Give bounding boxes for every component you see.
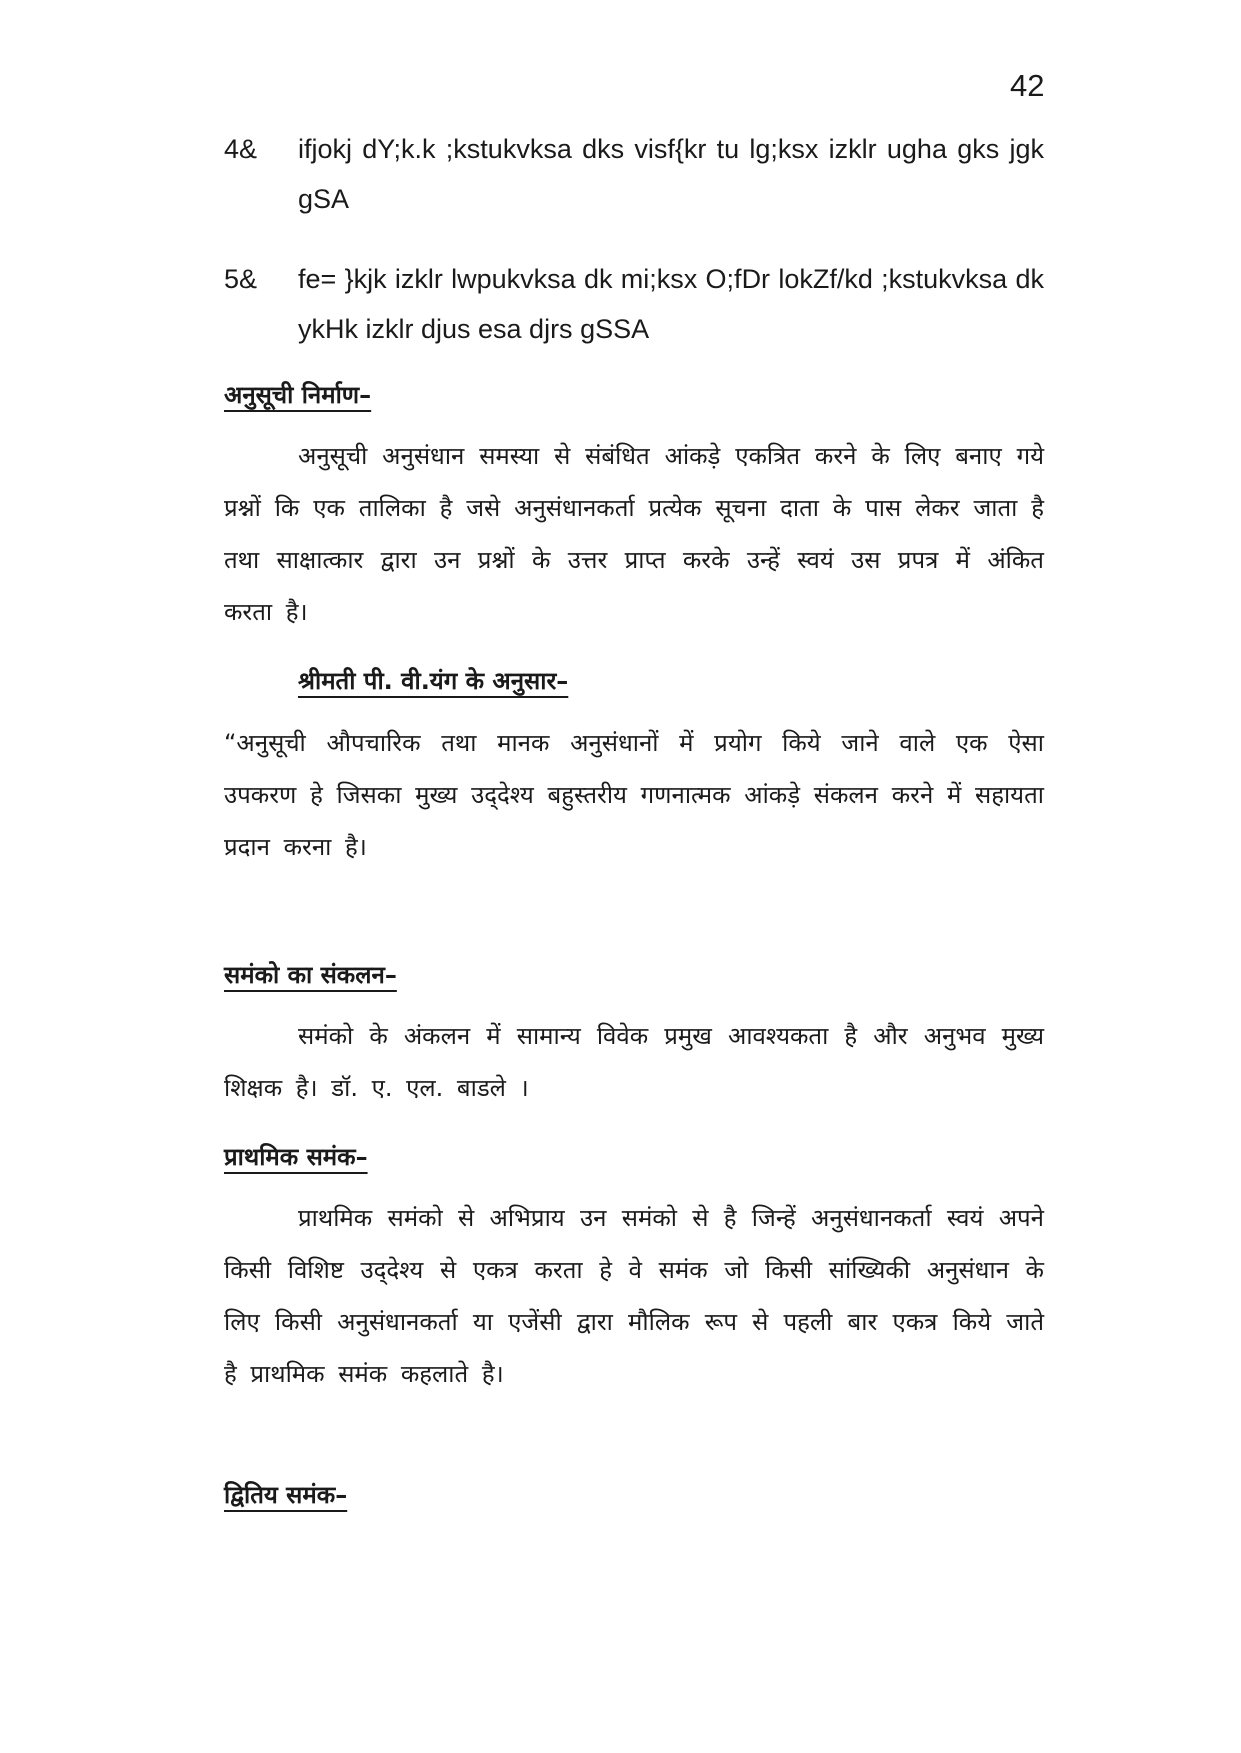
list-item-number: 4& [224,134,258,164]
paragraph-primary: प्राथमिक समंको से अभिप्राय उन समंको से है जिन्हें अनुसंधानकर्ता स्वयं अपने किसी विशिष्ट उद्‌देश्य से एकत्र करता हे वे समंक जो किसी सांख्यिकी अनुसंधान के लिए किसी अनुसंधानकर्ता या एजेंसी द्वारा मौलिक रूप से पहली बार एकत्र किये जाते है प्राथमिक समंक कहलाते है। [224,1204,1044,1388]
list-item-number: 5& [224,264,258,294]
paragraph-young-quote: “अनुसूची औपचारिक तथा मानक अनुसंधानों में प्रयोग किये जाने वाले एक ऐसा उपकरण हे जिसका मुख्य उद्‌देश्य बहुस्तरीय गणनात्मक आंकड़े संकलन करने में सहायता प्रदान करना है। [224,729,1044,861]
page-number: 42 [1010,68,1045,103]
list-item [224,124,1044,224]
paragraph-schedule: अनुसूची अनुसंधान समस्या से संबंधित आंकड़े एकत्रित करने के लिए बनाए गये प्रश्नों कि एक तालिका है जसे अनुसंधानकर्ता प्रत्येक सूचना दाता के पास लेकर जाता है तथा साक्षात्कार द्वारा उन प्रश्नों के उत्तर प्राप्त करके उन्हें स्वयं उस प्रपत्र में अंकित करता है। [224,442,1044,626]
section-heading-schedule: अनुसूची निर्माण– [224,381,372,409]
list-item-text: fe= }kjk izklr lwpukvksa dk mi;ksx O;fDr lokZf/kd ;kstukvksa dk ykHk izklr djus esa djrs gSSA [298,264,1044,344]
section-heading-young: श्रीमती पी. वी.यंग के अनुसार– [298,667,569,695]
paragraph-data-collection: समंको के अंकलन में सामान्य विवेक प्रमुख आवश्यकता है और अनुभव मुख्य शिक्षक है। डॉ. ए. एल. बाडले । [224,1022,1044,1102]
list-item-text: ifjokj dY;k.k ;kstukvksa dks visf{kr tu lg;ksx izklr ugha gks jgk gSA [298,134,1044,214]
section-heading-primary: प्राथमिक समंक– [224,1143,368,1171]
list-item [224,254,1044,354]
section-heading-data-collection: समंको का संकलन– [224,961,397,989]
section-heading-secondary: द्वितिय समंक– [224,1481,348,1509]
